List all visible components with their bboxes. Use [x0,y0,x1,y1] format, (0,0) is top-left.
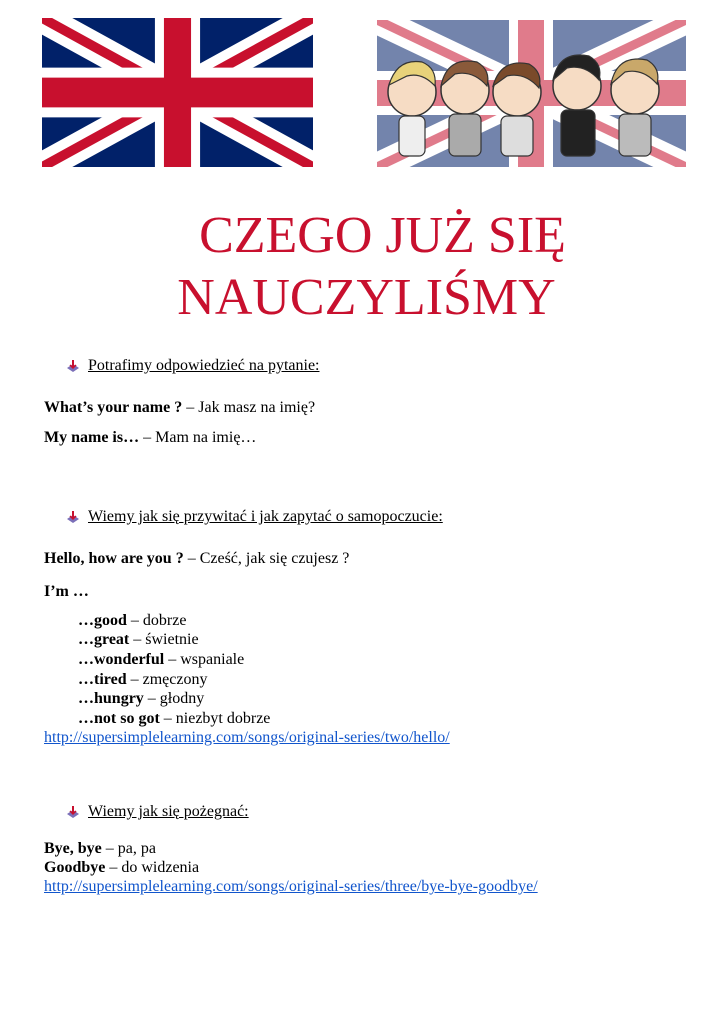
answer-item: …wonderful – wspaniale [78,651,245,668]
goodbye-song-link[interactable]: http://supersimplelearning.com/songs/original-series/three/bye-bye-goodbye/ [44,878,538,895]
phrase-line: What’s your name ? – Jak masz na imię? [44,399,316,416]
section-heading-greeting [66,508,443,526]
section-heading-goodbye [66,803,249,821]
phrase-line: Hello, how are you ? – Cześć, jak się czujesz ? [44,550,350,567]
band-cartoon-image [377,20,686,167]
phrase-line: Bye, bye – pa, pa [44,840,156,857]
phrase-line: My name is… – Mam na imię… [44,429,257,446]
bullet-icon [66,359,80,373]
answer-item: …not so got – niezbyt dobrze [78,710,271,727]
answer-item: …hungry – głodny [78,690,205,707]
bullet-icon [66,805,80,819]
answer-item: …tired – zmęczony [78,671,208,688]
bullet-icon [66,510,80,524]
answer-item: …good – dobrze [78,612,187,629]
phrase-line: Goodbye – do widzenia [44,859,200,876]
hello-song-link[interactable]: http://supersimplelearning.com/songs/original-series/two/hello/ [44,729,450,746]
section-heading-name [66,357,319,375]
section-heading-text: Potrafimy odpowiedzieć na pytanie: [88,357,320,374]
section-heading-text: Wiemy jak się pożegnać: [88,803,249,820]
section-heading-text: Wiemy jak się przywitać i jak zapytać o samopoczucie: [88,508,443,525]
page-title [0,205,725,329]
answer-item: …great – świetnie [78,631,199,648]
title-line-2: NAUCZYLIŚMY [177,269,556,326]
title-line-1: CZEGO JUŻ SIĘ [199,207,566,264]
union-jack-flag-image [42,18,313,167]
im-line: I’m … [44,583,89,600]
